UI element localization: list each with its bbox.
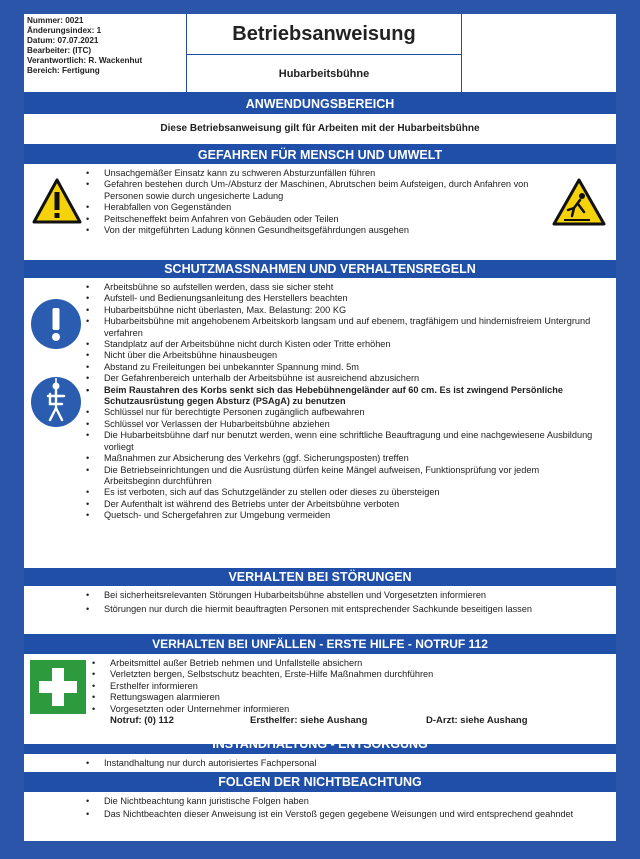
meta-box bbox=[24, 14, 187, 92]
list-item: • Verletzten bergen, Selbstschutz beachten, Erste-Hilfe Maßnahmen durchführen bbox=[90, 669, 596, 680]
panel-schutzmassnahmen bbox=[24, 278, 616, 568]
panel-stoerungen bbox=[24, 586, 616, 634]
mandatory-sign-icon bbox=[30, 298, 82, 350]
list-item: • Arbeitsbühne so aufstellen werden, dass sie sicher steht bbox=[84, 282, 596, 293]
ersthelfer-text: Ersthelfer: siehe Aushang bbox=[250, 715, 368, 726]
list-item: • Peitscheneffekt beim Anfahren von Gebäuden oder Teilen bbox=[84, 214, 552, 225]
harness-icon bbox=[30, 374, 82, 430]
list-item: • Das Nichtbeachten dieser Anweisung ist ein Verstoß gegen gegebene Weisungen und wird entsprechend geahndet bbox=[84, 809, 576, 820]
list-item: • Abstand zu Freileitungen bei unbekannter Spannung mind. 5m bbox=[84, 362, 596, 373]
list-stoerungen bbox=[84, 590, 576, 616]
list-item: • Die Nichtbeachtung kann juristische Folgen haben bbox=[84, 796, 576, 807]
list-item: • Nicht über die Arbeitsbühne hinausbeugen bbox=[84, 350, 596, 361]
list-item: • Der Gefahrenbereich unterhalb der Arbeitsbühne ist ausreichend abzusichern bbox=[84, 373, 596, 384]
list-item: • Es ist verboten, sich auf das Schutzgeländer zu stellen oder dieses zu übersteigen bbox=[84, 487, 596, 498]
list-item: • Der Aufenthalt ist während des Betriebs unter der Arbeitsbühne verboten bbox=[84, 499, 596, 510]
list-item: • Aufstell- und Bedienungsanleitung des Herstellers beachten bbox=[84, 293, 596, 304]
header-right-box bbox=[462, 14, 616, 92]
heading-unfaelle: VERHALTEN BEI UNFÄLLEN - ERSTE HILFE - NOTRUF 112 bbox=[152, 637, 488, 651]
meta-revision: Änderungsindex: 1 bbox=[27, 26, 102, 35]
meta-responsible: Verantwortlich: R. Wackenhut bbox=[27, 56, 143, 65]
list-item: • Herabfallen von Gegenständen bbox=[84, 202, 552, 213]
page-title: Betriebsanweisung bbox=[187, 14, 461, 55]
meta-area: Bereich: Fertigung bbox=[27, 66, 100, 75]
heading-stoerungen: VERHALTEN BEI STÖRUNGEN bbox=[228, 570, 412, 584]
anwendung-text: Diese Betriebsanweisung gilt für Arbeiten mit der Hubarbeitsbühne bbox=[160, 123, 480, 134]
darzt-text: D-Arzt: siehe Aushang bbox=[426, 715, 528, 726]
panel-folgen bbox=[24, 792, 616, 841]
list-item: • Rettungswagen alarmieren bbox=[90, 692, 596, 703]
list-instandhaltung bbox=[84, 758, 576, 769]
title-box bbox=[187, 14, 462, 92]
first-aid-icon bbox=[30, 660, 86, 714]
panel-unfaelle bbox=[24, 654, 616, 744]
list-gefahren bbox=[84, 168, 552, 236]
list-item: • Instandhaltung nur durch autorisiertes Fachpersonal bbox=[84, 758, 576, 769]
list-unfaelle bbox=[90, 658, 596, 715]
notruf-row bbox=[110, 715, 610, 727]
heading-folgen: FOLGEN DER NICHTBEACHTUNG bbox=[218, 775, 422, 789]
instruction-sheet bbox=[24, 14, 616, 841]
heading-anwendungsbereich: ANWENDUNGSBEREICH bbox=[245, 97, 395, 111]
list-item: • Maßnahmen zur Absicherung des Verkehrs (ggf. Sicherungsposten) treffen bbox=[84, 453, 596, 464]
list-item: • Schlüssel vor Verlassen der Hubarbeitsbühne abziehen bbox=[84, 419, 596, 430]
heading-instandhaltung: INSTANDHALTUNG - ENTSORGUNG bbox=[212, 737, 428, 751]
list-folgen bbox=[84, 796, 576, 821]
list-item: • Die Betriebseinrichtungen und die Ausrüstung dürfen keine Mängel aufweisen, Funktionsprüfung vor jedem Arbeitsbeginn durchführen bbox=[84, 465, 596, 488]
page-subtitle: Hubarbeitsbühne bbox=[278, 67, 370, 80]
list-item: • Hubarbeitsbühne nicht überlasten, Max. Belastung: 200 KG bbox=[84, 305, 596, 316]
fall-hazard-icon bbox=[552, 178, 606, 226]
meta-date: Datum: 07.07.2021 bbox=[27, 36, 99, 45]
list-item: • Unsachgemäßer Einsatz kann zu schweren Absturzunfällen führen bbox=[84, 168, 552, 179]
list-item: • Bei sicherheitsrelevanten Störungen Hubarbeitsbühne abstellen und Vorgesetzten informieren bbox=[84, 590, 576, 601]
list-item: • Von der mitgeführten Ladung können Gesundheitsgefährdungen ausgehen bbox=[84, 225, 552, 236]
header bbox=[24, 14, 616, 92]
warning-triangle-icon bbox=[32, 178, 82, 224]
notruf-text: Notruf: (0) 112 bbox=[110, 715, 174, 726]
list-item: • Standplatz auf der Arbeitsbühne nicht durch Kisten oder Tritte erhöhen bbox=[84, 339, 596, 350]
list-item: • Hubarbeitsbühne mit angehobenem Arbeitskorb langsam und auf ebenem, tragfähigem und hindernisfreiem Untergrund verfahren bbox=[84, 316, 596, 339]
list-schutzmassnahmen bbox=[84, 282, 596, 522]
heading-schutzmassnahmen: SCHUTZMASSNAHMEN UND VERHALTENSREGELN bbox=[164, 262, 476, 276]
list-item: • Vorgesetzten oder Unternehmer informieren bbox=[90, 704, 596, 715]
list-item: • Störungen nur durch die hiermit beauftragten Personen mit entsprechender Sachkunde beseitigen lassen bbox=[84, 604, 576, 615]
list-item: • Quetsch- und Schergefahren zur Umgebung vermeiden bbox=[84, 510, 596, 521]
list-item: • Ersthelfer informieren bbox=[90, 681, 596, 692]
panel-instandhaltung bbox=[24, 754, 616, 772]
list-item: • Schlüssel nur für berechtigte Personen zugänglich aufbewahren bbox=[84, 407, 596, 418]
list-item: • Gefahren bestehen durch Um-/Absturz der Maschinen, Abrutschen beim Aufsteigen, durch Anfahren von Personen sowie durch ungesicherte Ladung bbox=[84, 179, 552, 202]
heading-gefahren: GEFAHREN FÜR MENSCH UND UMWELT bbox=[197, 148, 443, 162]
list-item: • Beim Raustahren des Korbs senkt sich das Hebebühnengeländer auf 60 cm. Es ist zwingend Persönliche Schutzausrüstung gegen Absturz (PSAgA) zu benutzen bbox=[84, 385, 596, 408]
meta-number: Nummer: 0021 bbox=[27, 16, 84, 25]
meta-editor: Bearbeiter: (ITC) bbox=[27, 46, 92, 55]
panel-gefahren bbox=[24, 164, 616, 260]
panel-anwendungsbereich bbox=[24, 114, 616, 144]
list-item: • Arbeitsmittel außer Betrieb nehmen und Unfallstelle absichern bbox=[90, 658, 596, 669]
list-item: • Die Hubarbeitsbühne darf nur benutzt werden, wenn eine schriftliche Beauftragung und eine nachgewiesene Ausbildung vorliegt bbox=[84, 430, 596, 453]
